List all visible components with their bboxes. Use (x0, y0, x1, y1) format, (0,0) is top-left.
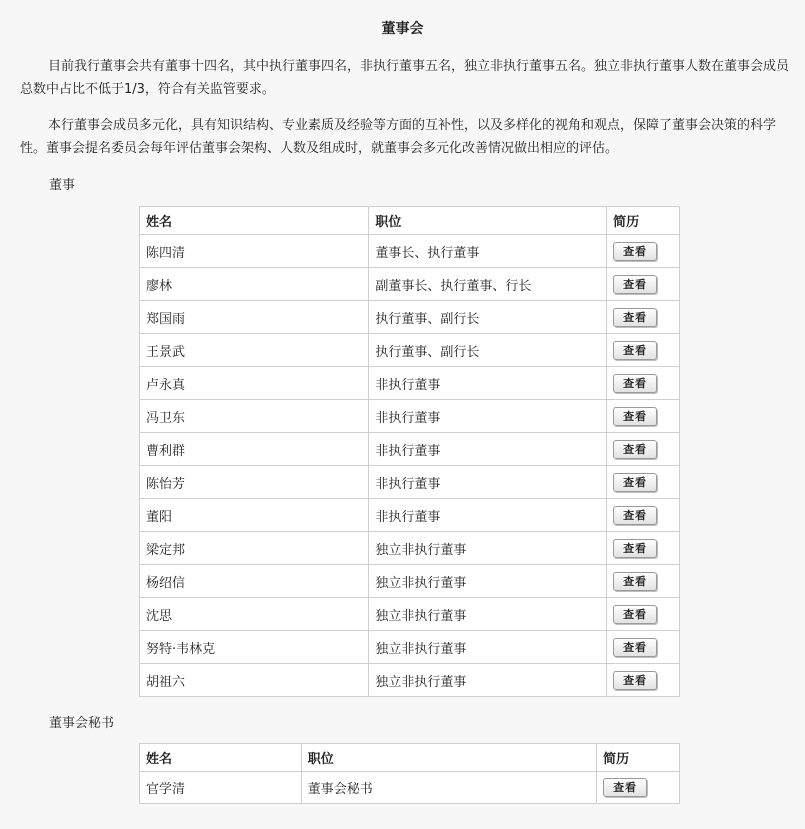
person-name: 杨绍信 (140, 565, 369, 598)
resume-cell (597, 772, 680, 804)
directors-section-label: 董事 (49, 178, 76, 193)
table-row (140, 631, 680, 664)
resume-cell (607, 235, 680, 268)
table-row (140, 367, 680, 400)
resume-cell (607, 301, 680, 334)
view-resume-button[interactable]: 查看 (613, 605, 657, 624)
person-position: 董事会秘书 (301, 772, 596, 804)
resume-cell (607, 400, 680, 433)
view-resume-button[interactable]: 查看 (613, 473, 657, 492)
person-name: 陈怡芳 (140, 466, 369, 499)
person-name: 王景武 (140, 334, 369, 367)
view-resume-button[interactable]: 查看 (613, 341, 657, 360)
intro-paragraph-composition: 目前我行董事会共有董事十四名，其中执行董事四名，非执行董事五名，独立非执行董事五名。独立非执行董事人数在董事会成员总数中占比不低于1/3，符合有关监管要求。 (20, 59, 790, 97)
resume-cell (607, 466, 680, 499)
resume-cell (607, 334, 680, 367)
resume-cell (607, 433, 680, 466)
view-resume-button[interactable]: 查看 (613, 407, 657, 426)
page-title: 董事会 (381, 21, 424, 37)
view-resume-button[interactable]: 查看 (613, 638, 657, 657)
person-position: 独立非执行董事 (369, 598, 607, 631)
resume-cell (607, 367, 680, 400)
person-position: 董事长、执行董事 (369, 235, 607, 268)
table-row (140, 598, 680, 631)
view-resume-button[interactable]: 查看 (603, 778, 647, 797)
table-row (140, 400, 680, 433)
resume-cell (607, 631, 680, 664)
intro-paragraph-diversity: 本行董事会成员多元化，具有知识结构、专业素质及经验等方面的互补性，以及多样化的视角和观点，保障了董事会决策的科学性。董事会提名委员会每年评估董事会架构、人数及组成时，就董事会多元化改善情况做出相应的评估。 (20, 118, 777, 156)
resume-cell (607, 565, 680, 598)
table-row (140, 466, 680, 499)
view-resume-button[interactable]: 查看 (613, 539, 657, 558)
column-header-position: 职位 (301, 744, 596, 772)
person-position: 非执行董事 (369, 433, 607, 466)
person-name: 陈四清 (140, 235, 369, 268)
person-position: 非执行董事 (369, 466, 607, 499)
view-resume-button[interactable]: 查看 (613, 242, 657, 261)
person-position: 非执行董事 (369, 499, 607, 532)
person-position: 非执行董事 (369, 367, 607, 400)
person-position: 独立非执行董事 (369, 532, 607, 565)
person-name: 董阳 (140, 499, 369, 532)
column-header-resume: 简历 (607, 207, 680, 235)
person-name: 官学清 (140, 772, 302, 804)
view-resume-button[interactable]: 查看 (613, 440, 657, 459)
person-name: 沈思 (140, 598, 369, 631)
view-resume-button[interactable]: 查看 (613, 275, 657, 294)
table-row (140, 301, 680, 334)
resume-cell (607, 598, 680, 631)
person-position: 执行董事、副行长 (369, 301, 607, 334)
column-header-resume: 简历 (597, 744, 680, 772)
table-row (140, 772, 680, 804)
table-row (140, 334, 680, 367)
person-position: 独立非执行董事 (369, 631, 607, 664)
table-row (140, 664, 680, 697)
directors-table (139, 206, 680, 697)
view-resume-button[interactable]: 查看 (613, 374, 657, 393)
view-resume-button[interactable]: 查看 (613, 308, 657, 327)
resume-cell (607, 532, 680, 565)
view-resume-button[interactable]: 查看 (613, 506, 657, 525)
person-name: 胡祖六 (140, 664, 369, 697)
view-resume-button[interactable]: 查看 (613, 572, 657, 591)
person-position: 独立非执行董事 (369, 565, 607, 598)
secretary-table (139, 743, 680, 804)
person-position: 独立非执行董事 (369, 664, 607, 697)
column-header-name: 姓名 (140, 207, 369, 235)
table-row (140, 499, 680, 532)
person-name: 梁定邦 (140, 532, 369, 565)
person-name: 卢永真 (140, 367, 369, 400)
table-header-row (140, 207, 680, 235)
resume-cell (607, 664, 680, 697)
view-resume-button[interactable]: 查看 (613, 671, 657, 690)
person-name: 冯卫东 (140, 400, 369, 433)
person-name: 努特·韦林克 (140, 631, 369, 664)
person-name: 廖林 (140, 268, 369, 301)
column-header-position: 职位 (369, 207, 607, 235)
person-name: 郑国雨 (140, 301, 369, 334)
resume-cell (607, 268, 680, 301)
table-row (140, 532, 680, 565)
table-header-row (140, 744, 680, 772)
person-position: 执行董事、副行长 (369, 334, 607, 367)
column-header-name: 姓名 (140, 744, 302, 772)
person-name: 曹利群 (140, 433, 369, 466)
person-position: 非执行董事 (369, 400, 607, 433)
person-position: 副董事长、执行董事、行长 (369, 268, 607, 301)
table-row (140, 565, 680, 598)
table-row (140, 433, 680, 466)
resume-cell (607, 499, 680, 532)
table-row (140, 235, 680, 268)
secretary-section-label: 董事会秘书 (49, 716, 115, 731)
table-row (140, 268, 680, 301)
